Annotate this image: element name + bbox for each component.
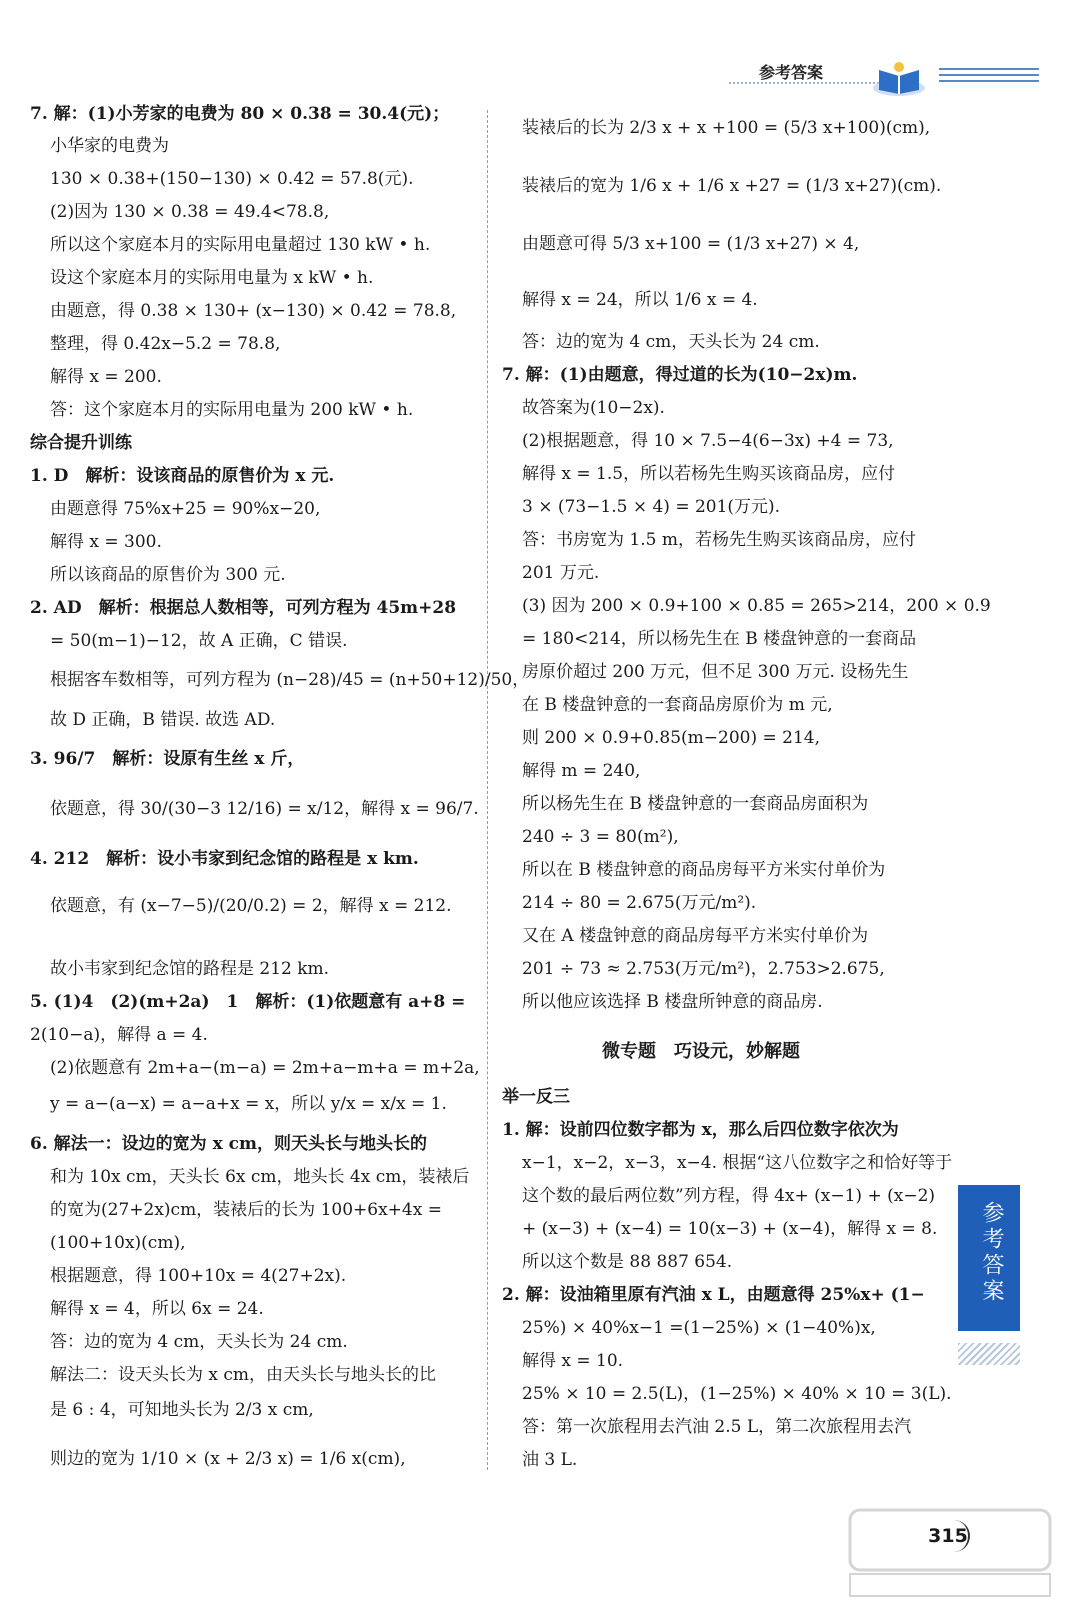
text-line: 由题意得 75%x+25 = 90%x−20, <box>50 499 321 519</box>
text-line: 油 3 L. <box>522 1450 578 1470</box>
side-tab <box>958 1185 1020 1331</box>
text-line: (2)因为 130 × 0.38 = 49.4<78.8, <box>50 202 330 222</box>
text-line: 装裱后的长为 2/3 x + x +100 = (5/3 x+100)(cm), <box>522 118 931 138</box>
text-line: 依题意，得 30/(30−3 12/16) = x/12，解得 x = 96/7. <box>50 799 479 819</box>
text-line: 这个数的最后两位数”列方程，得 4x+ (x−1) + (x−2) <box>522 1186 936 1206</box>
text-line: 4. 212 解析：设小韦家到纪念馆的路程是 x km. <box>30 849 419 869</box>
text-line: 2. AD 解析：根据总人数相等，可列方程为 45m+28 <box>30 598 457 618</box>
text-line: 214 ÷ 80 = 2.675(万元/m²). <box>522 893 757 913</box>
text-line: 答：边的宽为 4 cm，天头长为 24 cm. <box>50 1332 348 1352</box>
section-heading: 综合提升训练 <box>30 433 132 453</box>
text-line: (3) 因为 200 × 0.9+100 × 0.85 = 265>214，200 × 0.9 <box>522 596 991 616</box>
text-line: 装裱后的宽为 1/6 x + 1/6 x +27 = (1/3 x+27)(cm). <box>522 176 942 196</box>
text-line: 240 ÷ 3 = 80(m²), <box>522 827 679 847</box>
text-line: 解得 x = 300. <box>50 532 162 552</box>
text-line: 故答案为(10−2x). <box>522 398 665 418</box>
text-line: 答：第一次旅程用去汽油 2.5 L，第二次旅程用去汽 <box>522 1417 912 1437</box>
text-line: 房原价超过 200 万元，但不足 300 万元. 设杨先生 <box>522 662 909 682</box>
text-line: 1. D 解析：设该商品的原售价为 x 元. <box>30 466 335 486</box>
text-line: 7. 解：(1)由题意，得过道的长为(10−2x)m. <box>502 365 858 385</box>
text-line: 2(10−a)，解得 a = 4. <box>30 1025 208 1045</box>
text-line: 和为 10x cm，天头长 6x cm，地头长 4x cm，装裱后 <box>50 1167 470 1187</box>
text-line: 答：书房宽为 1.5 m，若杨先生购买该商品房，应付 <box>522 530 916 550</box>
page-number: 315 <box>928 1520 970 1552</box>
text-line: 所以在 B 楼盘钟意的商品房每平方米实付单价为 <box>522 860 886 880</box>
text-line: 由题意可得 5/3 x+100 = (1/3 x+27) × 4, <box>522 234 860 254</box>
side-tab-label: 参考答案 <box>979 1201 1004 1305</box>
text-line: 201 ÷ 73 ≈ 2.753(万元/m²)，2.753>2.675, <box>522 959 885 979</box>
text-line: 故 D 正确，B 错误. 故选 AD. <box>50 710 276 730</box>
text-line: 根据客车数相等，可列方程为 (n−28)/45 = (n+50+12)/50， <box>50 670 530 690</box>
text-line: 的宽为(27+2x)cm，装裱后的长为 100+6x+4x = <box>50 1200 442 1220</box>
text-line: x−1，x−2，x−3，x−4. 根据“这八位数字之和恰好等于 <box>522 1153 953 1173</box>
text-line: y = a−(a−x) = a−a+x = x，所以 y/x = x/x = 1. <box>50 1094 447 1114</box>
text-line: 所以这个家庭本月的实际用电量超过 130 kW • h. <box>50 235 431 255</box>
text-line: 则 200 × 0.9+0.85(m−200) = 214, <box>522 728 821 748</box>
text-line: 所以这个数是 88 887 654. <box>522 1252 733 1272</box>
text-line: 解得 x = 24，所以 1/6 x = 4. <box>522 290 758 310</box>
text-line: 所以该商品的原售价为 300 元. <box>50 565 286 585</box>
header-dotted-rule <box>729 82 879 84</box>
text-line: 解得 x = 1.5，所以若杨先生购买该商品房，应付 <box>522 464 896 484</box>
text-line: = 50(m−1)−12，故 A 正确，C 错误. <box>50 631 348 651</box>
text-line: 则边的宽为 1/10 × (x + 2/3 x) = 1/6 x(cm), <box>50 1449 406 1469</box>
text-line: 解得 m = 240, <box>522 761 641 781</box>
text-line: (2)根据题意，得 10 × 7.5−4(6−3x) +4 = 73, <box>522 431 894 451</box>
text-line: 201 万元. <box>522 563 600 583</box>
text-line: 2. 解：设油箱里原有汽油 x L，由题意得 25%x+ (1− <box>502 1285 925 1305</box>
text-line: 设这个家庭本月的实际用电量为 x kW • h. <box>50 268 374 288</box>
page-header <box>729 58 1049 98</box>
text-line: 答：这个家庭本月的实际用电量为 200 kW • h. <box>50 400 414 420</box>
text-line: 1. 解：设前四位数字都为 x，那么后四位数字依次为 <box>502 1120 899 1140</box>
section-heading: 举一反三 <box>502 1087 570 1107</box>
text-line: 7. 解：(1)小芳家的电费为 80 × 0.38 = 30.4(元)； <box>30 104 450 124</box>
text-line: 25% × 10 = 2.5(L)，(1−25%) × 40% × 10 = 3(L). <box>522 1384 952 1404</box>
text-line: + (x−3) + (x−4) = 10(x−3) + (x−4)，解得 x = 8. <box>522 1219 938 1239</box>
text-line: 3. 96/7 解析：设原有生丝 x 斤， <box>30 749 305 769</box>
text-line: 依题意，有 (x−7−5)/(20/0.2) = 2，解得 x = 212. <box>50 896 452 916</box>
book-logo-icon <box>869 58 929 98</box>
topic-title: 微专题 巧设元，妙解题 <box>602 1041 800 1062</box>
text-line: 130 × 0.38+(150−130) × 0.42 = 57.8(元). <box>50 169 414 189</box>
text-line: 整理，得 0.42x−5.2 = 78.8, <box>50 334 281 354</box>
text-line: 答：边的宽为 4 cm，天头长为 24 cm. <box>522 332 820 352</box>
text-line: = 180<214，所以杨先生在 B 楼盘钟意的一套商品 <box>522 629 917 649</box>
text-line: 3 × (73−1.5 × 4) = 201(万元). <box>522 497 781 517</box>
text-line: 解得 x = 200. <box>50 367 162 387</box>
text-line: 解法二：设天头长为 x cm，由天头长与地头长的比 <box>50 1365 437 1385</box>
text-line: 6. 解法一：设边的宽为 x cm，则天头长与地头长的 <box>30 1134 427 1154</box>
side-tab-hatch <box>958 1343 1020 1365</box>
text-line: 小华家的电费为 <box>50 136 169 156</box>
text-line: 根据题意，得 100+10x = 4(27+2x). <box>50 1266 347 1286</box>
text-line: 所以他应该选择 B 楼盘所钟意的商品房. <box>522 992 823 1012</box>
text-line: 在 B 楼盘钟意的一套商品房原价为 m 元, <box>522 695 833 715</box>
text-line: 是 6 : 4，可知地头长为 2/3 x cm, <box>50 1400 314 1420</box>
header-label: 参考答案 <box>759 63 824 82</box>
text-line: 又在 A 楼盘钟意的商品房每平方米实付单价为 <box>522 926 869 946</box>
text-line: (100+10x)(cm), <box>50 1233 186 1253</box>
column-divider <box>487 110 488 1470</box>
text-line: 解得 x = 10. <box>522 1351 624 1371</box>
text-line: 25%) × 40%x−1 =(1−25%) × (1−40%)x, <box>522 1318 876 1338</box>
header-lines <box>939 68 1039 86</box>
text-line: 解得 x = 4，所以 6x = 24. <box>50 1299 264 1319</box>
text-line: 故小韦家到纪念馆的路程是 212 km. <box>50 959 330 979</box>
text-line: 所以杨先生在 B 楼盘钟意的一套商品房面积为 <box>522 794 869 814</box>
text-line: (2)依题意有 2m+a−(m−a) = 2m+a−m+a = m+2a, <box>50 1058 480 1078</box>
text-line: 由题意，得 0.38 × 130+ (x−130) × 0.42 = 78.8, <box>50 301 457 321</box>
text-line: 5. (1)4 (2)(m+2a) 1 解析：(1)依题意有 a+8 = <box>30 992 466 1012</box>
